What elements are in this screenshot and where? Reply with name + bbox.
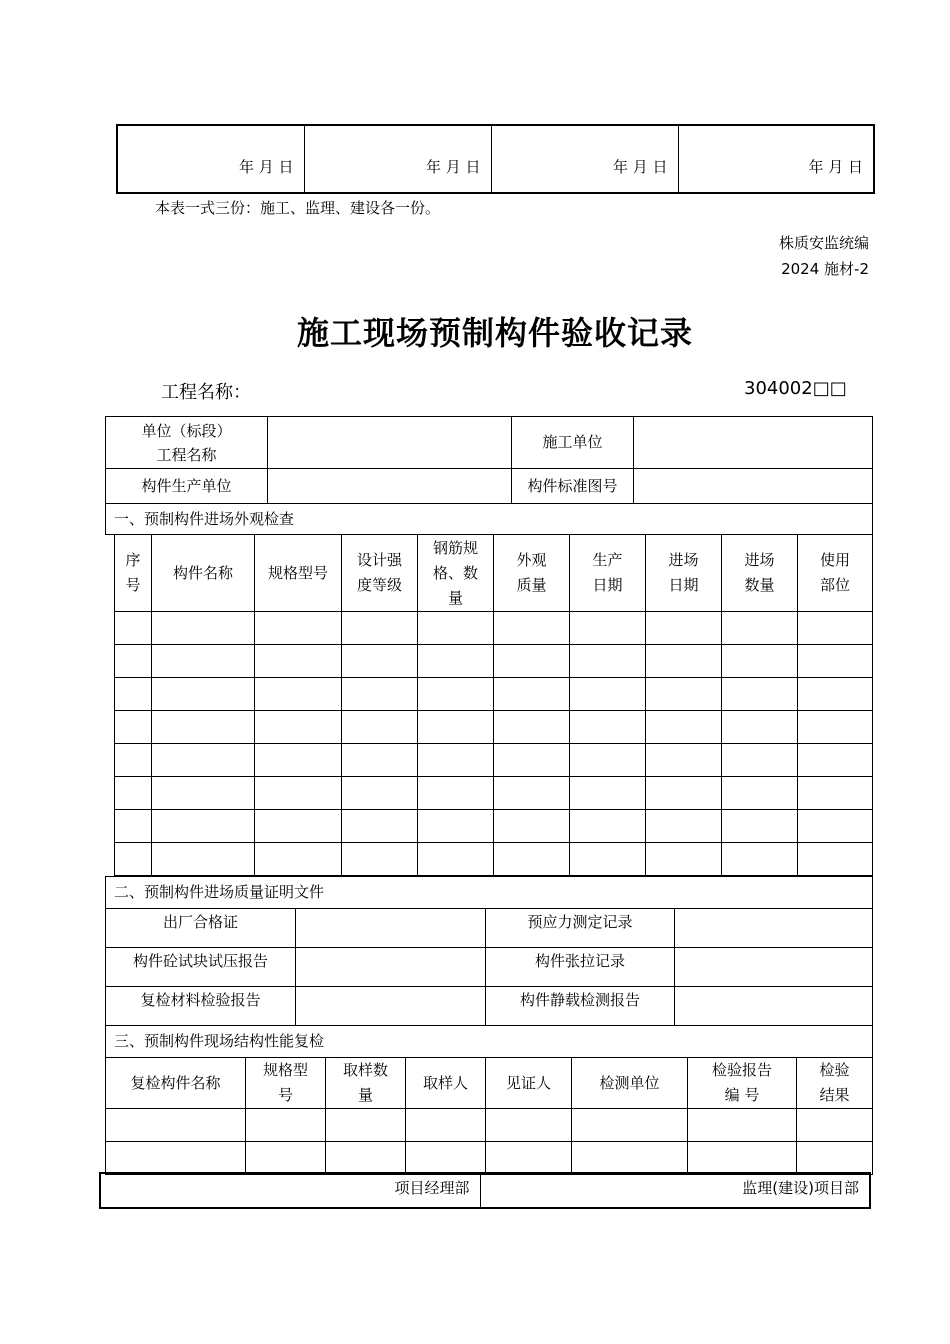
project-name-label: 工程名称：	[161, 382, 251, 403]
table-cell	[255, 810, 342, 843]
section2-table	[105, 876, 873, 1058]
table-cell	[494, 843, 570, 876]
table-cell	[418, 612, 494, 645]
table-cell	[255, 843, 342, 876]
table-cell	[646, 843, 722, 876]
col-header: 取样数量	[326, 1058, 406, 1109]
col-header: 生产日期	[570, 535, 646, 612]
doc-label: 出厂合格证	[106, 909, 296, 948]
record-number: 304002□□	[744, 378, 847, 399]
table-cell	[115, 645, 152, 678]
table-cell	[418, 744, 494, 777]
table-cell	[418, 777, 494, 810]
table-cell	[722, 744, 798, 777]
table-cell	[152, 612, 255, 645]
doc-label: 构件砼试块试压报告	[106, 948, 296, 987]
col-header: 设计强度等级	[342, 535, 418, 612]
table-cell	[255, 711, 342, 744]
col-header: 规格型号	[255, 535, 342, 612]
table-row	[115, 843, 873, 876]
unit-value	[268, 417, 512, 469]
table-cell	[570, 843, 646, 876]
table-cell	[688, 1109, 797, 1142]
table-cell	[798, 843, 873, 876]
drawing-no-label: 构件标准图号	[512, 469, 634, 504]
table-cell	[646, 711, 722, 744]
table-cell	[115, 744, 152, 777]
table-cell	[342, 744, 418, 777]
col-header: 见证人	[486, 1058, 572, 1109]
table-cell	[342, 810, 418, 843]
table-cell	[418, 843, 494, 876]
table-cell	[406, 1142, 486, 1175]
construction-unit-label: 施工单位	[512, 417, 634, 469]
table-cell	[115, 678, 152, 711]
producer-value	[268, 469, 512, 504]
table-cell	[246, 1109, 326, 1142]
table-cell	[646, 744, 722, 777]
table-cell	[722, 678, 798, 711]
doc-value	[296, 948, 486, 987]
table-cell	[494, 777, 570, 810]
table-cell	[570, 678, 646, 711]
table-cell	[494, 711, 570, 744]
date-cell: 年 月 日	[117, 125, 304, 193]
table-cell	[572, 1142, 688, 1175]
table-cell	[797, 1109, 873, 1142]
table-cell	[722, 777, 798, 810]
table-cell	[797, 1142, 873, 1175]
table-cell	[152, 645, 255, 678]
table-cell	[418, 678, 494, 711]
table-row	[106, 1109, 873, 1142]
unit-label: 单位（标段）工程名称	[106, 417, 268, 469]
table-cell	[115, 711, 152, 744]
table-cell	[152, 711, 255, 744]
copy-note: 本表一式三份：施工、监理、建设各一份。	[155, 199, 441, 217]
table-cell	[570, 612, 646, 645]
col-header: 使用部位	[798, 535, 873, 612]
table-cell	[152, 777, 255, 810]
col-header: 进场日期	[646, 535, 722, 612]
table-cell	[570, 711, 646, 744]
table-cell	[255, 612, 342, 645]
issuer: 株质安监统编	[778, 234, 869, 252]
table-cell	[798, 777, 873, 810]
table-cell	[255, 678, 342, 711]
table-cell	[494, 678, 570, 711]
table-cell	[646, 810, 722, 843]
date-cell: 年 月 日	[491, 125, 678, 193]
table-cell	[646, 612, 722, 645]
doc-label: 复检材料检验报告	[106, 987, 296, 1026]
table-cell	[798, 744, 873, 777]
table-row	[115, 810, 873, 843]
header-info-table	[105, 416, 873, 535]
table-cell	[486, 1109, 572, 1142]
project-manager-dept: 项目经理部	[100, 1173, 480, 1208]
table-cell	[570, 777, 646, 810]
table-cell	[342, 645, 418, 678]
col-header: 检测单位	[572, 1058, 688, 1109]
table-cell	[255, 744, 342, 777]
drawing-no-value	[634, 469, 873, 504]
section1-title: 一、预制构件进场外观检查	[106, 504, 873, 535]
col-header: 规格型号	[246, 1058, 326, 1109]
col-header: 进场数量	[722, 535, 798, 612]
table-cell	[570, 645, 646, 678]
table-row	[115, 678, 873, 711]
table-cell	[646, 777, 722, 810]
table-cell	[418, 711, 494, 744]
supervision-dept: 监理(建设)项目部	[480, 1173, 870, 1208]
col-header: 取样人	[406, 1058, 486, 1109]
page-title: 施工现场预制构件验收记录	[296, 314, 693, 352]
table-cell	[418, 810, 494, 843]
form-code: 2024 施材-2	[781, 260, 869, 278]
table-row	[115, 711, 873, 744]
table-cell	[106, 1109, 246, 1142]
date-cell: 年 月 日	[678, 125, 874, 193]
table-cell	[342, 711, 418, 744]
table-cell	[646, 678, 722, 711]
table-cell	[494, 645, 570, 678]
table-cell	[494, 810, 570, 843]
col-header: 外观质量	[494, 535, 570, 612]
table-cell	[152, 843, 255, 876]
table-row	[115, 645, 873, 678]
section1-header-row	[115, 535, 873, 612]
producer-label: 构件生产单位	[106, 469, 268, 504]
table-cell	[798, 711, 873, 744]
doc-value	[675, 909, 873, 948]
construction-unit-value	[634, 417, 873, 469]
date-cell: 年 月 日	[304, 125, 491, 193]
col-header: 序号	[115, 535, 152, 612]
table-cell	[798, 810, 873, 843]
table-cell	[342, 843, 418, 876]
table-cell	[115, 612, 152, 645]
table-row	[115, 744, 873, 777]
table-cell	[342, 678, 418, 711]
table-cell	[646, 645, 722, 678]
doc-value	[675, 948, 873, 987]
table-row	[115, 612, 873, 645]
table-cell	[570, 744, 646, 777]
table-cell	[106, 1142, 246, 1175]
table-cell	[486, 1142, 572, 1175]
section3-header-row	[106, 1058, 873, 1109]
doc-label: 构件张拉记录	[486, 948, 675, 987]
col-header: 构件名称	[152, 535, 255, 612]
table-cell	[326, 1142, 406, 1175]
doc-value	[296, 909, 486, 948]
col-header: 检验结果	[797, 1058, 873, 1109]
footer-sign-table	[99, 1172, 871, 1209]
table-cell	[494, 612, 570, 645]
col-header: 钢筋规格、数量	[418, 535, 494, 612]
section1-table	[114, 534, 873, 876]
table-cell	[115, 810, 152, 843]
table-cell	[722, 843, 798, 876]
table-cell	[152, 810, 255, 843]
table-cell	[798, 645, 873, 678]
table-cell	[246, 1142, 326, 1175]
section2-title: 二、预制构件进场质量证明文件	[106, 877, 873, 909]
section3-title: 三、预制构件现场结构性能复检	[106, 1026, 873, 1058]
col-header: 检验报告编 号	[688, 1058, 797, 1109]
col-header: 复检构件名称	[106, 1058, 246, 1109]
doc-value	[296, 987, 486, 1026]
table-cell	[572, 1109, 688, 1142]
table-cell	[722, 810, 798, 843]
table-cell	[494, 744, 570, 777]
table-cell	[418, 645, 494, 678]
doc-label: 预应力测定记录	[486, 909, 675, 948]
table-cell	[152, 744, 255, 777]
doc-label: 构件静载检测报告	[486, 987, 675, 1026]
table-cell	[798, 678, 873, 711]
table-cell	[722, 645, 798, 678]
table-cell	[722, 612, 798, 645]
table-cell	[688, 1142, 797, 1175]
table-cell	[255, 645, 342, 678]
table-cell	[152, 678, 255, 711]
doc-value	[675, 987, 873, 1026]
table-cell	[115, 777, 152, 810]
table-cell	[722, 711, 798, 744]
table-cell	[342, 612, 418, 645]
table-cell	[342, 777, 418, 810]
table-cell	[326, 1109, 406, 1142]
section3-table	[105, 1057, 873, 1175]
table-cell	[115, 843, 152, 876]
table-cell	[406, 1109, 486, 1142]
table-cell	[255, 777, 342, 810]
table-row	[115, 777, 873, 810]
table-cell	[570, 810, 646, 843]
top-date-table	[116, 124, 875, 194]
table-cell	[798, 612, 873, 645]
table-row	[106, 1142, 873, 1175]
